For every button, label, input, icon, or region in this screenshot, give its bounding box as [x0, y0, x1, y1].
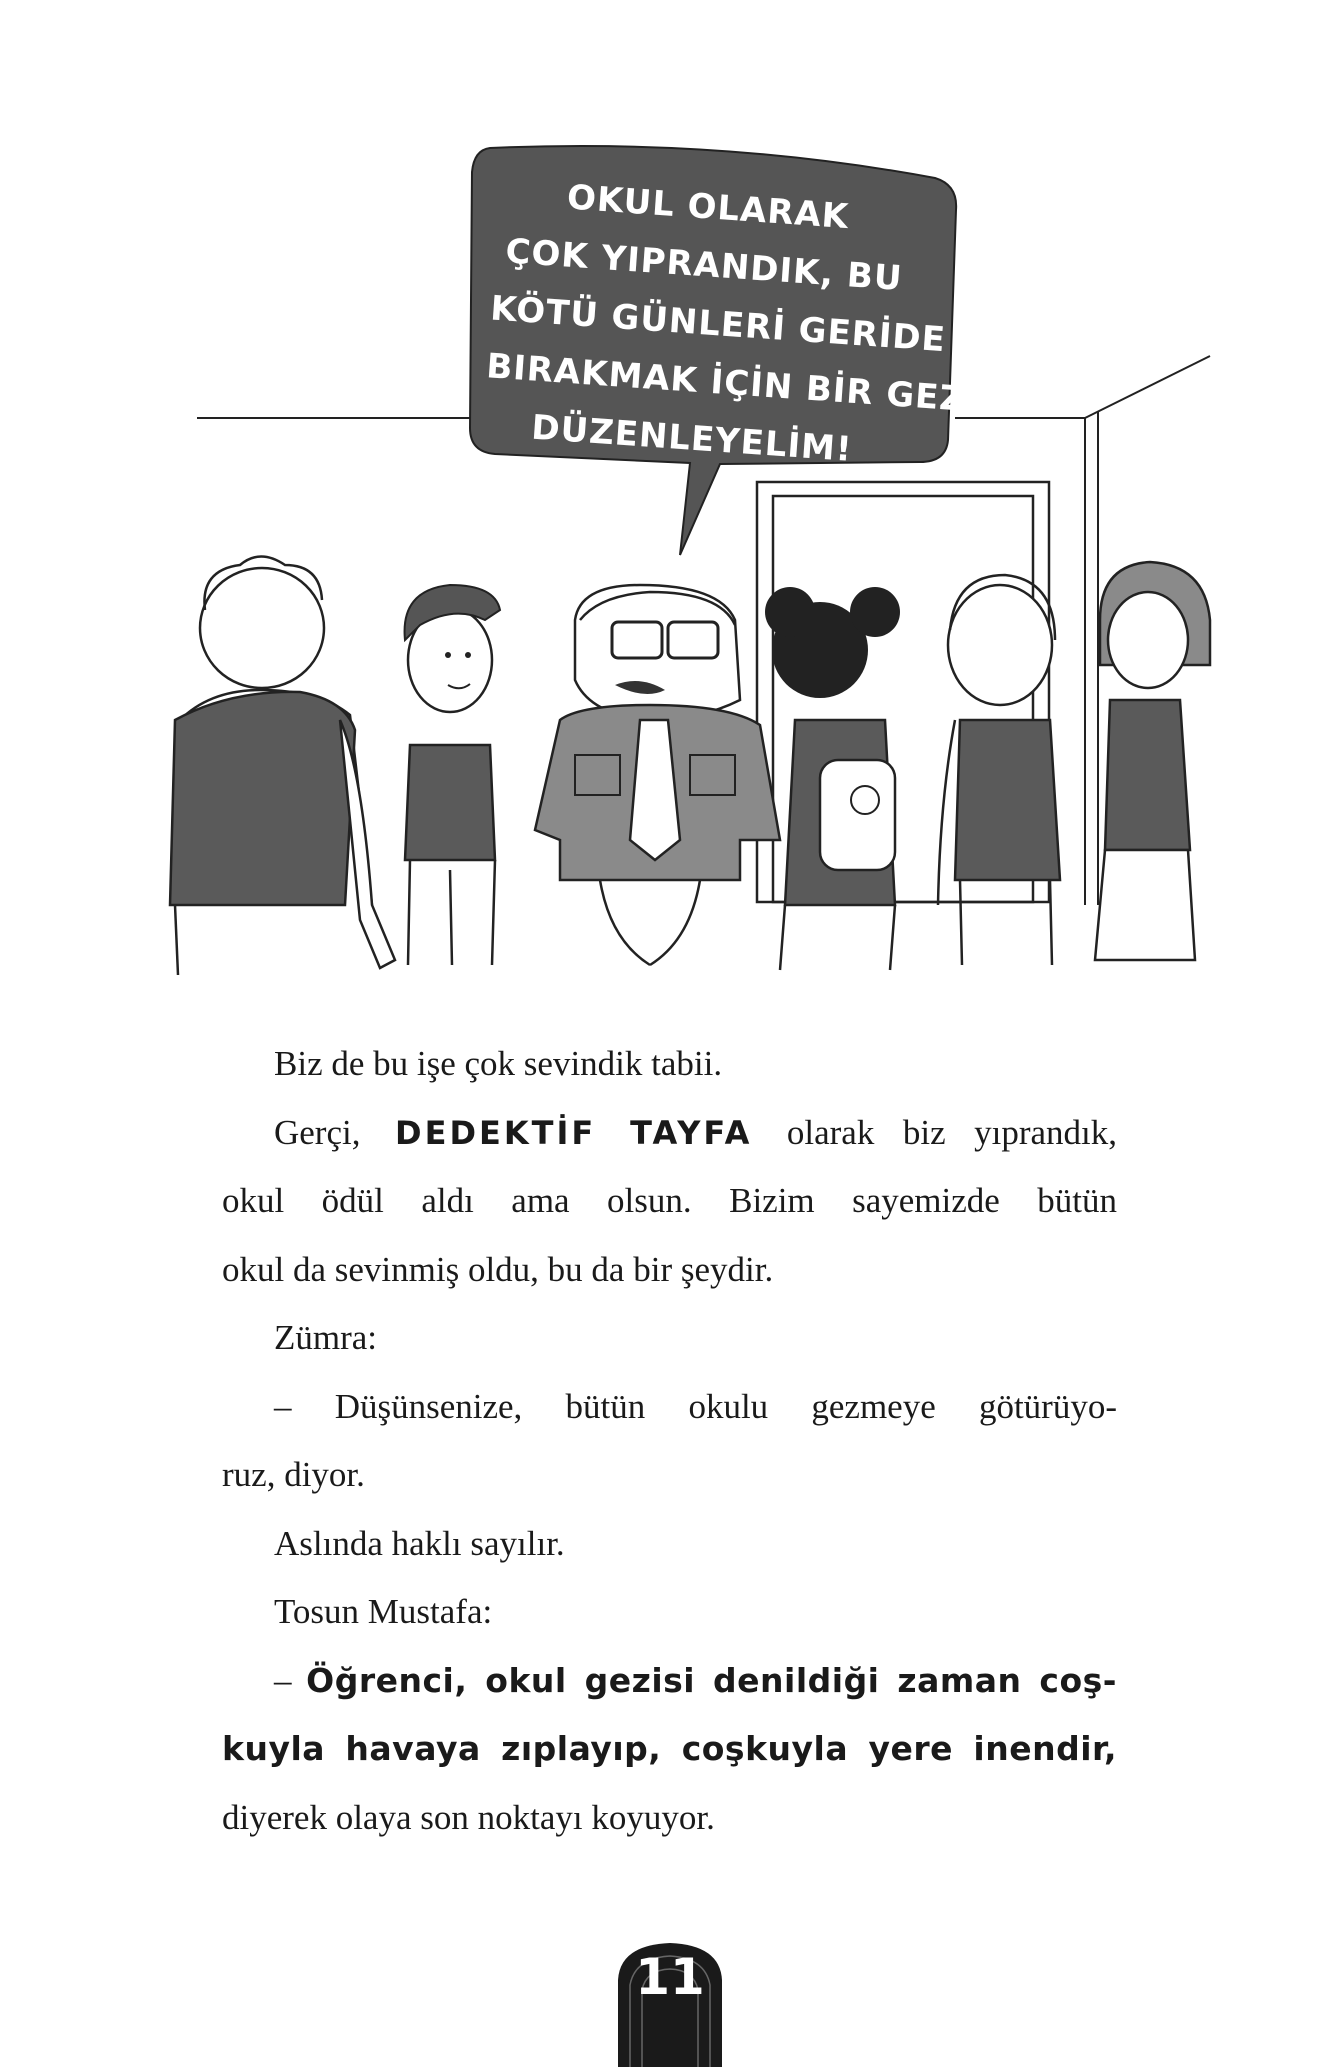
- page-number: 11: [635, 1948, 705, 2006]
- paragraph: [222, 1647, 1117, 1716]
- text-span: Gerçi,: [274, 1112, 361, 1152]
- character-curly-back: [170, 557, 395, 976]
- paragraph: Tosun Mustafa:: [274, 1592, 493, 1631]
- paragraph: okul da sevinmiş oldu, bu da bir şeydir.: [222, 1249, 774, 1289]
- paragraph: Zümra:: [274, 1318, 378, 1357]
- bubble-line: OKUL OLARAK: [565, 177, 851, 238]
- character-blonde: [938, 575, 1060, 965]
- paragraph: [222, 1099, 1117, 1168]
- speech-bubble-text: [480, 164, 980, 483]
- paragraph: ruz, diyor.: [222, 1455, 365, 1494]
- text-span: olarak biz yıprandık,: [786, 1112, 1118, 1152]
- handwritten-quote: kuyla havaya zıplayıp, coşkuyla yere inendir,: [222, 1729, 1117, 1768]
- paragraph: Aslında haklı sayılır.: [274, 1523, 565, 1563]
- paragraph: – Düşünsenize, bütün okulu gezmeye götürüyo-: [274, 1386, 1117, 1426]
- bubble-line: DÜZENLEYELİM!: [530, 407, 854, 470]
- character-teacher: [535, 585, 780, 965]
- dash: –: [274, 1660, 292, 1700]
- paragraph: Biz de bu işe çok sevindik tabii.: [274, 1044, 723, 1083]
- body-text: [222, 1030, 1117, 1852]
- character-girl-buns: [765, 587, 900, 970]
- paragraph: okul ödül aldı ama olsun. Bizim sayemizde bütün: [222, 1181, 1117, 1220]
- handwritten-quote: Öğrenci, okul gezisi denildiği zaman coş-: [306, 1660, 1117, 1700]
- paragraph: diyerek olaya son noktayı koyuyor.: [222, 1797, 715, 1837]
- bubble-line: BIRAKMAK İÇİN BİR GEZİ: [485, 346, 980, 421]
- dedektif-tayfa-logo-text: DEDEKTİF TAYFA: [395, 1113, 753, 1152]
- character-girl-bob: [1095, 562, 1210, 960]
- paragraph: [222, 1715, 1117, 1784]
- character-boy-left: [405, 585, 500, 965]
- bubble-line: ÇOK YIPRANDIK, BU: [504, 231, 904, 299]
- illustration: [0, 0, 1329, 1000]
- bubble-line: KÖTÜ GÜNLERİ GERİDE: [489, 288, 948, 361]
